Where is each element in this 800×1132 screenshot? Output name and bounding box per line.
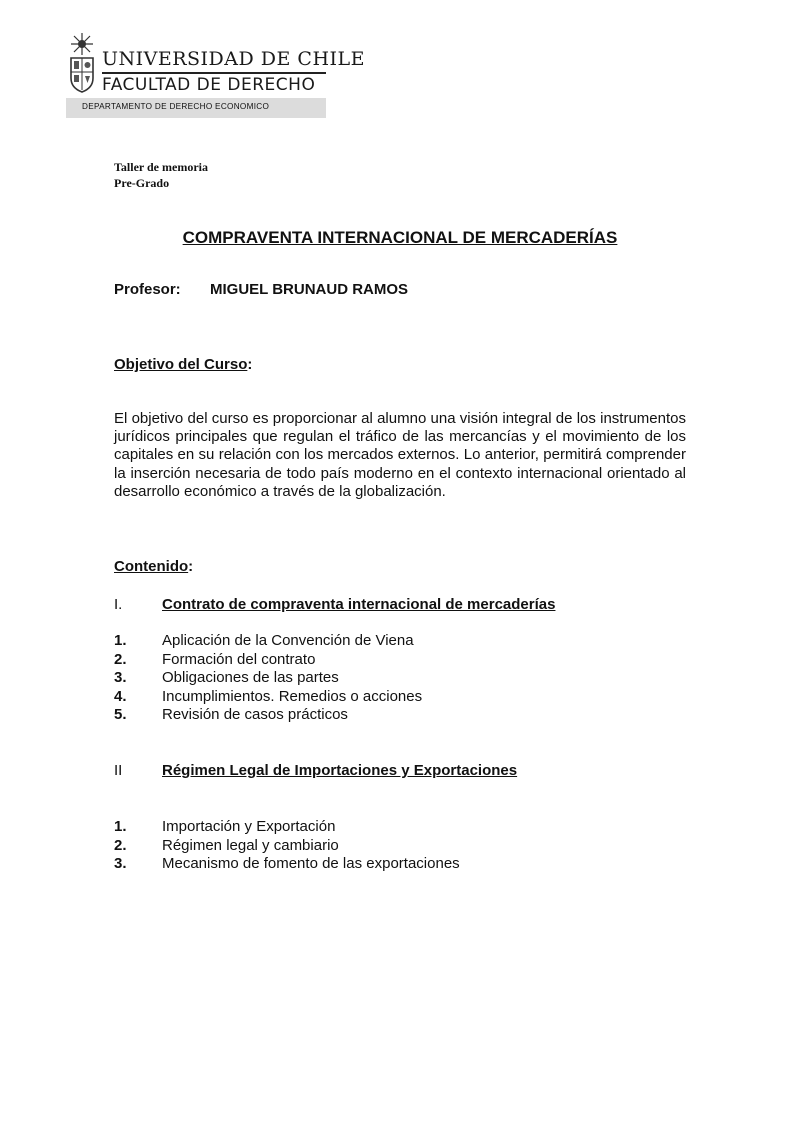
objective-heading bbox=[114, 356, 252, 373]
list-item: 3. Obligaciones de las partes bbox=[114, 669, 339, 687]
list-item: 2. Formación del contrato bbox=[114, 650, 316, 668]
university-name: UNIVERSIDAD DE CHILE bbox=[102, 48, 366, 70]
section-number: I. bbox=[114, 596, 123, 613]
professor-name: MIGUEL BRUNAUD RAMOS bbox=[210, 281, 409, 298]
list-item: 3. Mecanismo de fomento de las exportaciones bbox=[114, 855, 460, 873]
section-1-heading bbox=[114, 596, 555, 613]
course-meta bbox=[114, 159, 208, 191]
list-item: 4. Incumplimientos. Remedios o acciones bbox=[114, 687, 423, 705]
list-item: 5. Revisión de casos prácticos bbox=[114, 706, 348, 724]
objective-paragraph: El objetivo del curso es proporcionar al alumno una visión integral de los instrumentos jurídicos principales que regulan el tráfico de las mercancías y el movimiento de los capitales en su relación con los mercados externos. Lo anterior, permitirá comprender la inserción necesaria de todo país moderno en el contexto internacional orientado al desarrollo económico a través de la globalización. bbox=[114, 410, 686, 500]
professor-label: Profesor: bbox=[114, 281, 181, 298]
section-2-list bbox=[114, 818, 460, 874]
contents-heading-colon: : bbox=[188, 558, 194, 575]
meta-line-2: Pre-Grado bbox=[114, 176, 170, 190]
meta-line-1: Taller de memoria bbox=[114, 160, 208, 174]
contents-heading bbox=[114, 558, 193, 575]
section-number: II bbox=[114, 762, 123, 779]
header-divider bbox=[102, 72, 326, 74]
objective-heading-text: Objetivo del Curso bbox=[114, 356, 248, 373]
list-item: 1. Importación y Exportación bbox=[114, 818, 336, 835]
department-name: DEPARTAMENTO DE DERECHO ECONOMICO bbox=[82, 102, 270, 111]
section-1-list bbox=[114, 632, 422, 725]
faculty-name: FACULTAD DE DERECHO bbox=[102, 75, 316, 95]
contents-heading-text: Contenido bbox=[114, 558, 189, 575]
professor-line bbox=[114, 281, 408, 298]
university-crest-icon bbox=[66, 32, 98, 94]
list-item: 2. Régimen legal y cambiario bbox=[114, 836, 339, 854]
section-2-heading bbox=[114, 762, 517, 779]
section-title: Contrato de compraventa internacional de mercaderías bbox=[162, 596, 556, 613]
section-title: Régimen Legal de Importaciones y Exportaciones bbox=[162, 762, 518, 779]
document-title: COMPRAVENTA INTERNACIONAL DE MERCADERÍAS bbox=[182, 228, 618, 247]
list-item: 1. Aplicación de la Convención de Viena bbox=[114, 632, 414, 649]
objective-heading-colon: : bbox=[247, 356, 253, 373]
